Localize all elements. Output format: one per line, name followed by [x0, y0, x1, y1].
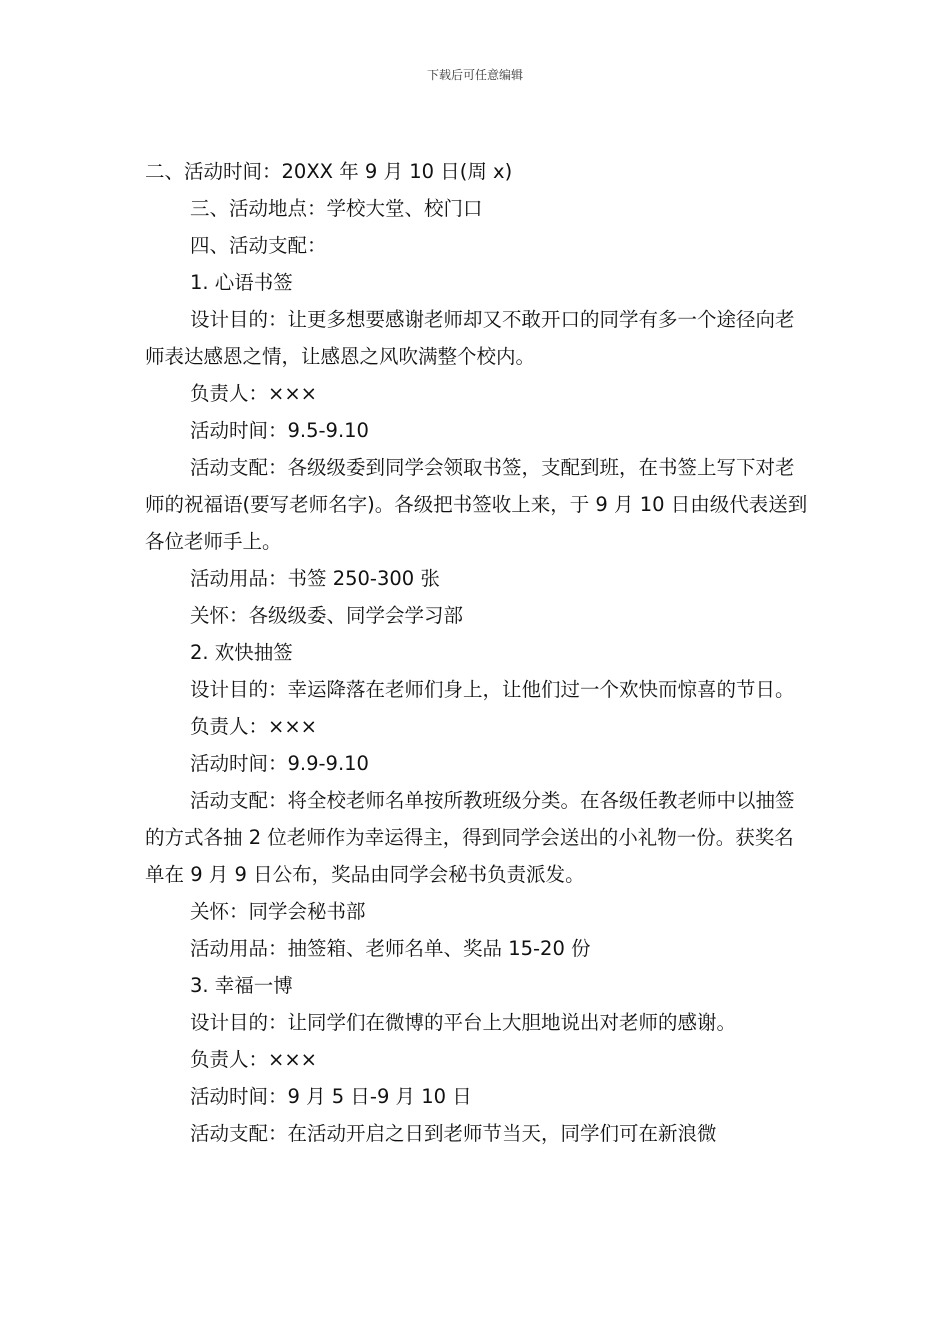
paragraph-time: 活动时间：9 月 5 日-9 月 10 日	[190, 1085, 472, 1108]
section-heading-weibo: 3. 幸福一博	[190, 974, 293, 997]
paragraph-activity-arrangement-heading: 四、活动支配：	[190, 234, 327, 257]
paragraph-care: 关怀：同学会秘书部	[190, 900, 366, 923]
header-note: 下载后可任意编辑	[426, 68, 523, 82]
paragraph-care: 关怀：各级级委、同学会学习部	[190, 604, 464, 627]
paragraph-person-in-charge: 负责人：×××	[190, 1048, 318, 1071]
paragraph-activity-location: 三、活动地点：学校大堂、校门口	[190, 197, 483, 220]
paragraph-arrangement: 活动支配：将全校老师名单按所教班级分类。在各级任教老师中以抽签的方式各抽 2 位老师作为幸运得主，得到同学会送出的小礼物一份。获奖名单在 9 月 9 日公布，奖品由同学会秘书负责派发。	[145, 789, 795, 886]
section-heading-bookmark: 1. 心语书签	[190, 271, 293, 294]
paragraph-activity-time: 二、活动时间：20XX 年 9 月 10 日(周 x)	[145, 160, 513, 183]
paragraph-design-purpose: 设计目的：让同学们在微博的平台上大胆地说出对老师的感谢。	[190, 1011, 737, 1034]
paragraph-supplies: 活动用品：抽签箱、老师名单、奖品 15-20 份	[190, 937, 591, 960]
paragraph-time: 活动时间：9.9-9.10	[190, 752, 369, 775]
paragraph-person-in-charge: 负责人：×××	[190, 382, 318, 405]
document-body	[145, 153, 810, 1152]
paragraph-arrangement: 活动支配：在活动开启之日到老师节当天，同学们可在新浪微	[190, 1122, 717, 1145]
paragraph-supplies: 活动用品：书签 250-300 张	[190, 567, 440, 590]
paragraph-design-purpose: 设计目的：让更多想要感谢老师却又不敢开口的同学有多一个途径向老师表达感恩之情，让感恩之风吹满整个校内。	[145, 308, 795, 368]
paragraph-design-purpose: 设计目的：幸运降落在老师们身上，让他们过一个欢快而惊喜的节日。	[190, 678, 795, 701]
paragraph-person-in-charge: 负责人：×××	[190, 715, 318, 738]
section-heading-lottery: 2. 欢快抽签	[190, 641, 293, 664]
paragraph-time: 活动时间：9.5-9.10	[190, 419, 369, 442]
paragraph-arrangement: 活动支配：各级级委到同学会领取书签，支配到班，在书签上写下对老师的祝福语(要写老师名字)。各级把书签收上来，于 9 月 10 日由级代表送到各位老师手上。	[145, 456, 808, 553]
